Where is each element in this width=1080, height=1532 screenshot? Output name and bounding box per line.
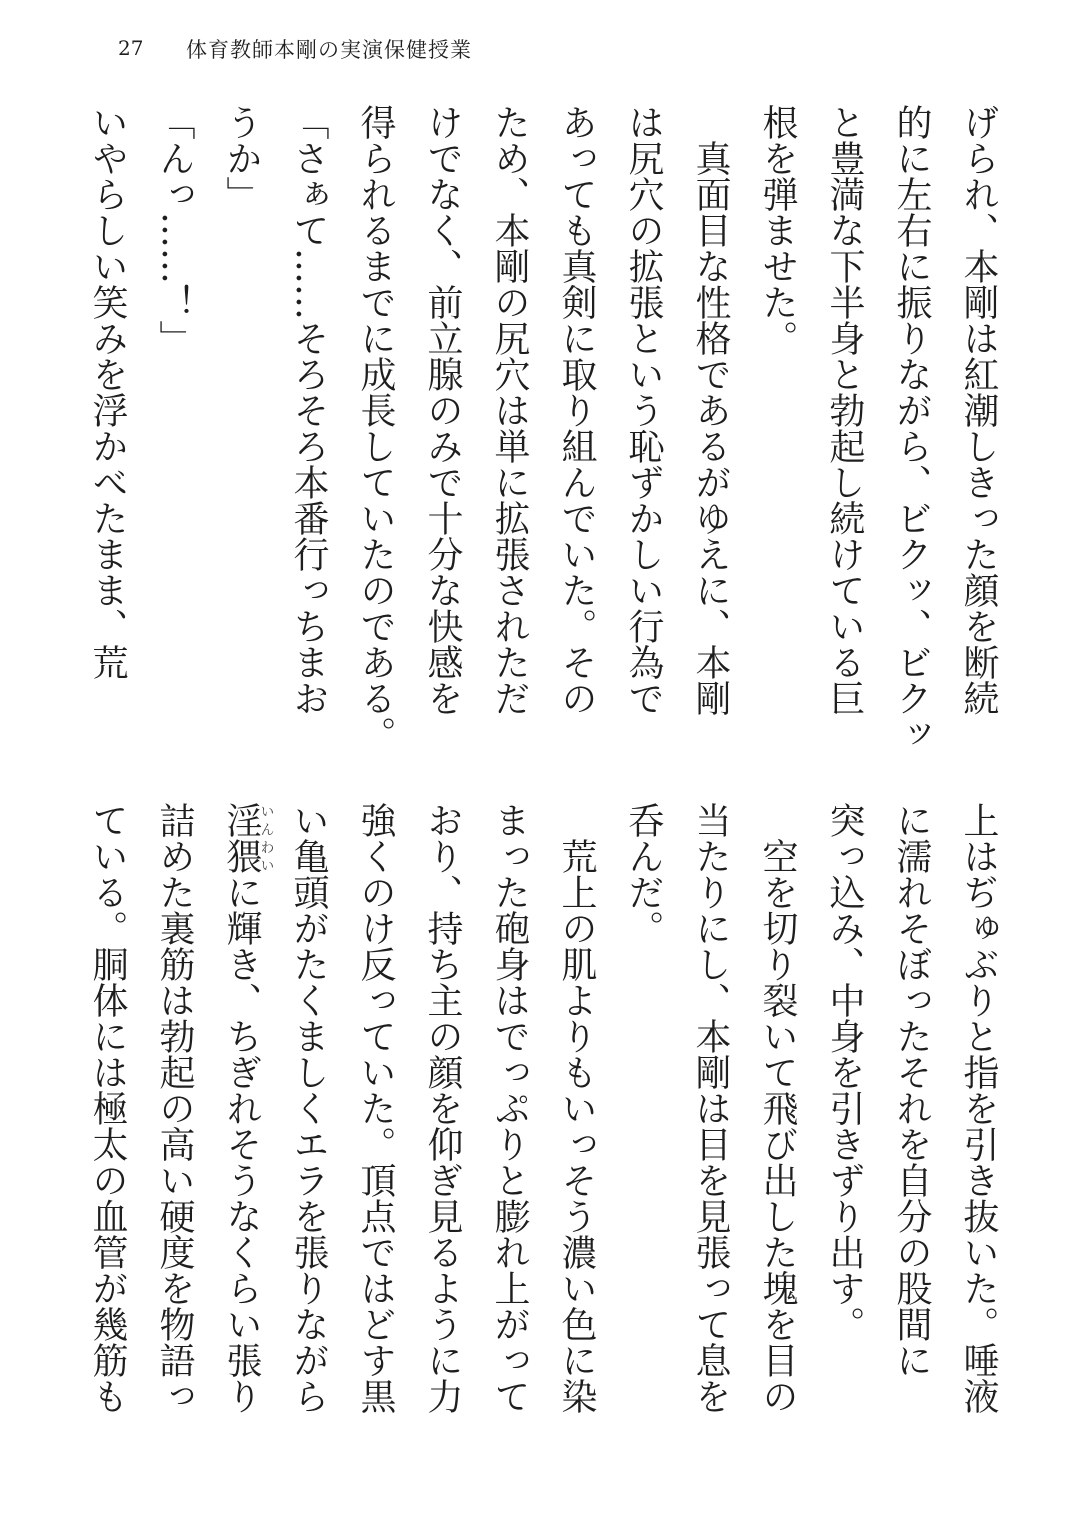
text-column: に濡れそぼったそれを自分の股間に: [891, 802, 932, 1378]
text-column: 呑んだ。: [623, 802, 664, 946]
text-column: は尻穴の拡張という恥ずかしい行為で: [623, 104, 664, 716]
page-number: 27: [118, 36, 144, 60]
text-column: 「さぁて……そろそろ本番行っちまお: [288, 104, 329, 716]
text-column: あっても真剣に取り組んでいた。その: [556, 104, 597, 716]
text-column: ため、本剛の尻穴は単に拡張されただ: [489, 104, 530, 716]
text-column: 真面目な性格であるがゆえに、本剛: [690, 104, 731, 716]
text-column: いやらしい笑みを浮かべたまま、荒: [87, 104, 128, 680]
text-column: 「んっ……！」: [154, 104, 195, 356]
text-column: まった砲身はでっぷりと膨れ上がって: [489, 802, 530, 1414]
text-column: と豊満な下半身と勃起し続けている巨: [824, 104, 865, 716]
text-column: 得られるまでに成長していたのである。: [355, 104, 396, 752]
text-column: 当たりにし、本剛は目を見張って息を: [690, 802, 731, 1414]
text-column: 突っ込み、中身を引きずり出す。: [824, 802, 865, 1342]
ruby-column-rest: に輝き、ちぎれそうなくらい張り: [221, 874, 262, 1414]
text-column: 上はぢゅぶりと指を引き抜いた。唾液: [958, 802, 999, 1414]
text-block-bottom: [74, 802, 1012, 1442]
text-column: けでなく、前立腺のみで十分な快感を: [422, 104, 463, 716]
ruby-word: [221, 802, 275, 874]
text-column: い亀頭がたくましくエラを張りながら: [288, 802, 329, 1414]
text-column: げられ、本剛は紅潮しきった顔を断続: [958, 104, 999, 716]
text-column: 荒上の肌よりもいっそう濃い色に染: [556, 802, 597, 1414]
running-title: 体育教師本剛の実演保健授業: [186, 38, 472, 62]
text-column-ruby: [208, 802, 275, 1442]
text-column: 強くのけ反っていた。頂点ではどす黒: [355, 802, 396, 1414]
ruby-reading: いんわい: [258, 802, 275, 874]
text-block-top: [74, 104, 1012, 752]
text-column: 詰めた裏筋は勃起の高い硬度を物語っ: [154, 802, 195, 1414]
text-column: ている。胴体には極太の血管が幾筋も: [87, 802, 128, 1414]
ruby-base: 淫猥: [221, 802, 262, 874]
text-column: うか」: [221, 104, 262, 212]
text-column: 的に左右に振りながら、ビクッ、ビクッ: [891, 104, 932, 752]
text-column: おり、持ち主の顔を仰ぎ見るように力: [422, 802, 463, 1414]
text-column: 空を切り裂いて飛び出した塊を目の: [757, 802, 798, 1414]
text-column: 根を弾ませた。: [757, 104, 798, 356]
